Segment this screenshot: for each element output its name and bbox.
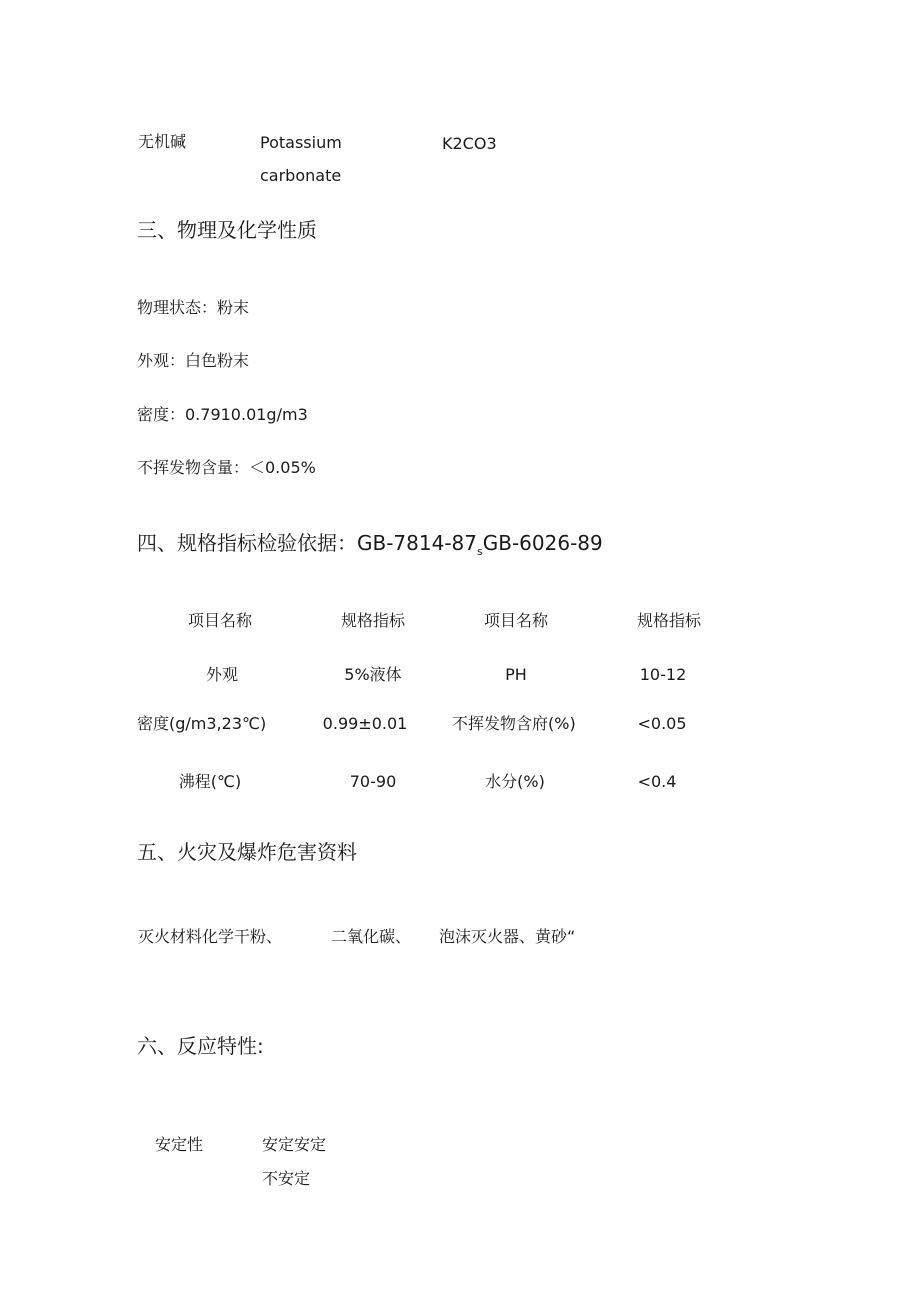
section-heading-specs — [137, 530, 603, 565]
table-cell: 沸程(℃) — [178, 772, 242, 791]
section-heading-specs-tail: GB-6026-89 — [482, 531, 603, 555]
composition-category: 无机碱 — [138, 132, 187, 151]
appearance: 外观：白色粉末 — [137, 351, 250, 370]
stability-value-line2: 不安定 — [262, 1169, 311, 1188]
extinguish-agent-1: 灭火材料化学干粉、 — [138, 927, 283, 946]
extinguish-agent-3: 泡沫灭火器、黄砂“ — [439, 927, 576, 946]
stability-value-line1: 安定安定 — [262, 1135, 327, 1154]
table-cell: 水分(%) — [485, 772, 545, 791]
composition-name-line1: Potassium — [260, 133, 342, 152]
table-cell: 密度(g∕m3,23℃) — [137, 714, 267, 733]
table-cell: 0.99±0.01 — [322, 714, 408, 733]
composition-formula: K2CO3 — [442, 134, 497, 153]
section-heading-reactivity: 六、反应特性: — [137, 1034, 264, 1058]
table-cell: 10-12 — [639, 665, 687, 684]
section-heading-properties: 三、物理及化学性质 — [137, 218, 317, 242]
table-header-cell: 项目名称 — [187, 611, 252, 630]
section-heading-fire: 五、火灾及爆炸危害资料 — [137, 840, 357, 864]
table-cell: 70-90 — [349, 772, 397, 791]
physical-state: 物理状态：粉末 — [137, 298, 250, 317]
composition-name-line2: carbonate — [260, 166, 342, 185]
table-cell: <0.05 — [637, 714, 687, 733]
table-header-cell: 规格指标 — [636, 611, 701, 630]
stability-label: 安定性 — [155, 1135, 204, 1154]
table-cell: PH — [505, 665, 527, 684]
density: 密度：0.7910.01g∕m3 — [137, 405, 308, 424]
table-cell: 外观 — [205, 665, 238, 684]
table-header-cell: 项目名称 — [483, 611, 548, 630]
nonvolatile-content: 不挥发物含量：＜0.05% — [137, 458, 316, 477]
table-header-cell: 规格指标 — [340, 611, 405, 630]
extinguish-agent-2: 二氧化碳、 — [331, 927, 412, 946]
table-cell: <0.4 — [637, 772, 677, 791]
table-cell: 5%液体 — [344, 665, 402, 684]
table-cell: 不挥发物含府(%) — [452, 714, 576, 733]
section-heading-specs-sub: s — [477, 545, 483, 558]
section-heading-specs-main: 四、规格指标检验依据：GB-7814-87 — [137, 531, 477, 555]
